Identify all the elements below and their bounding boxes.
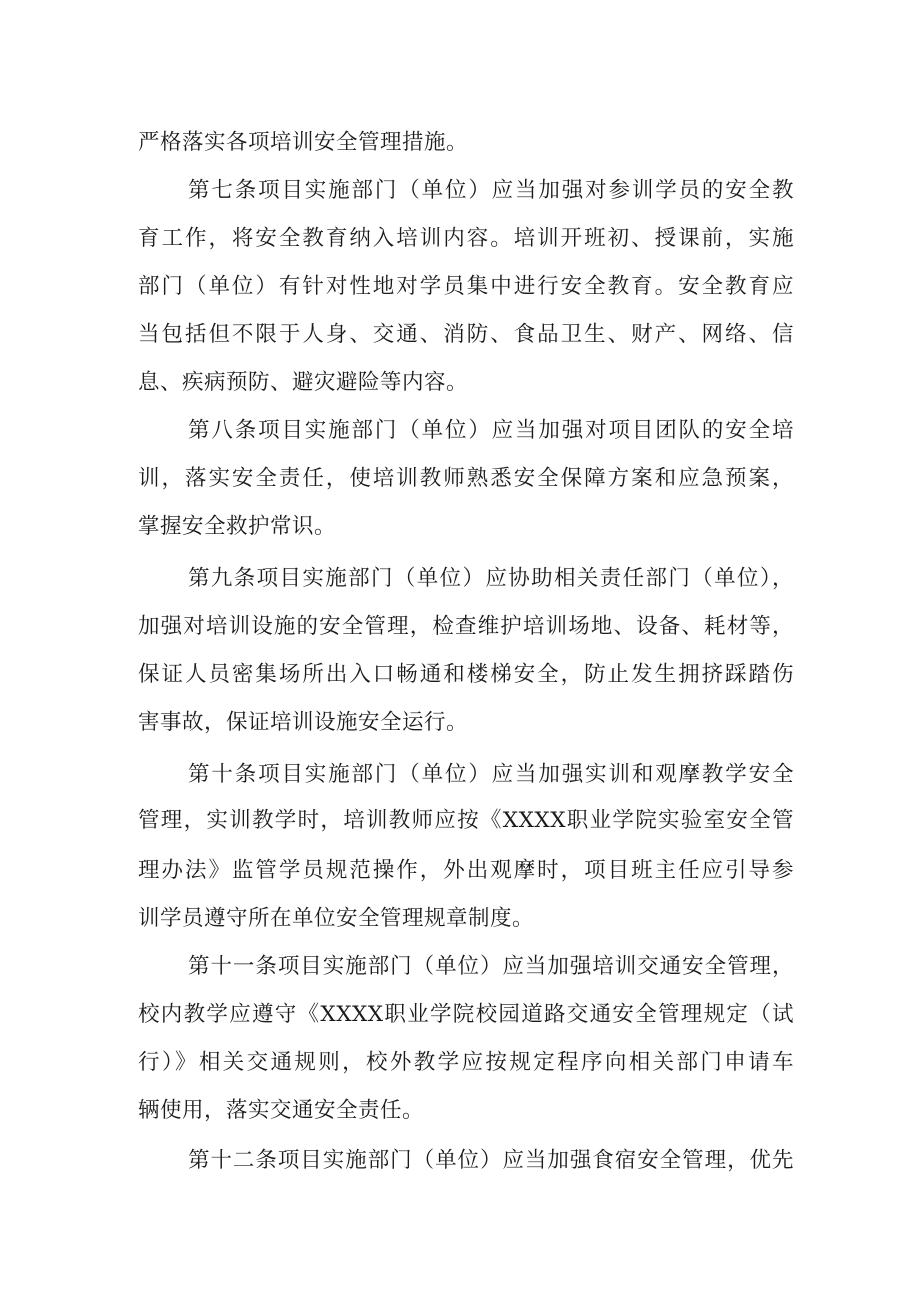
text-line: 行）》相关交通规则，校外教学应按规定程序向相关部门申请车 (138, 1050, 794, 1075)
text-line: 训，落实安全责任，使培训教师熟悉安全保障方案和应急预案， (138, 466, 794, 491)
text-line: 加强对培训设施的安全管理，检查维护培训场地、设备、耗材等， (138, 614, 794, 639)
text-line: 校内教学应遵守《XXXX职业学院校园道路交通安全管理规定（试 (138, 1002, 794, 1027)
text-line: 训学员遵守所在单位安全管理规章制度。 (138, 906, 535, 931)
text-line: 部门（单位）有针对性地对学员集中进行安全教育。安全教育应 (138, 274, 794, 299)
text-line: 息、疾病预防、避灾避险等内容。 (138, 370, 469, 395)
text-line: 当包括但不限于人身、交通、消防、食品卫生、财产、网络、信 (138, 322, 794, 347)
text-line: 严格落实各项培训安全管理措施。 (138, 130, 469, 155)
text-line: 理办法》监管学员规范操作，外出观摩时，项目班主任应引导参 (138, 858, 794, 883)
article-9-heading-line: 第九条项目实施部门（单位）应协助相关责任部门（单位）， (188, 566, 794, 591)
text-line: 掌握安全救护常识。 (138, 514, 337, 539)
text-line: 害事故，保证培训设施安全运行。 (138, 710, 469, 735)
article-8-heading-line: 第八条项目实施部门（单位）应当加强对项目团队的安全培 (188, 418, 794, 443)
text-line: 育工作，将安全教育纳入培训内容。培训开班初、授课前，实施 (138, 226, 794, 251)
article-12-heading-line: 第十二条项目实施部门（单位）应当加强食宿安全管理，优先 (188, 1148, 794, 1173)
article-10-heading-line: 第十条项目实施部门（单位）应当加强实训和观摩教学安全 (188, 762, 794, 787)
text-line: 保证人员密集场所出入口畅通和楼梯安全，防止发生拥挤踩踏伤 (138, 662, 794, 687)
article-11-heading-line: 第十一条项目实施部门（单位）应当加强培训交通安全管理， (188, 954, 794, 979)
text-line: 辆使用，落实交通安全责任。 (138, 1098, 425, 1123)
article-7-heading-line: 第七条项目实施部门（单位）应当加强对参训学员的安全教 (188, 178, 794, 203)
text-line: 管理，实训教学时，培训教师应按《XXXX职业学院实验室安全管 (138, 808, 794, 833)
